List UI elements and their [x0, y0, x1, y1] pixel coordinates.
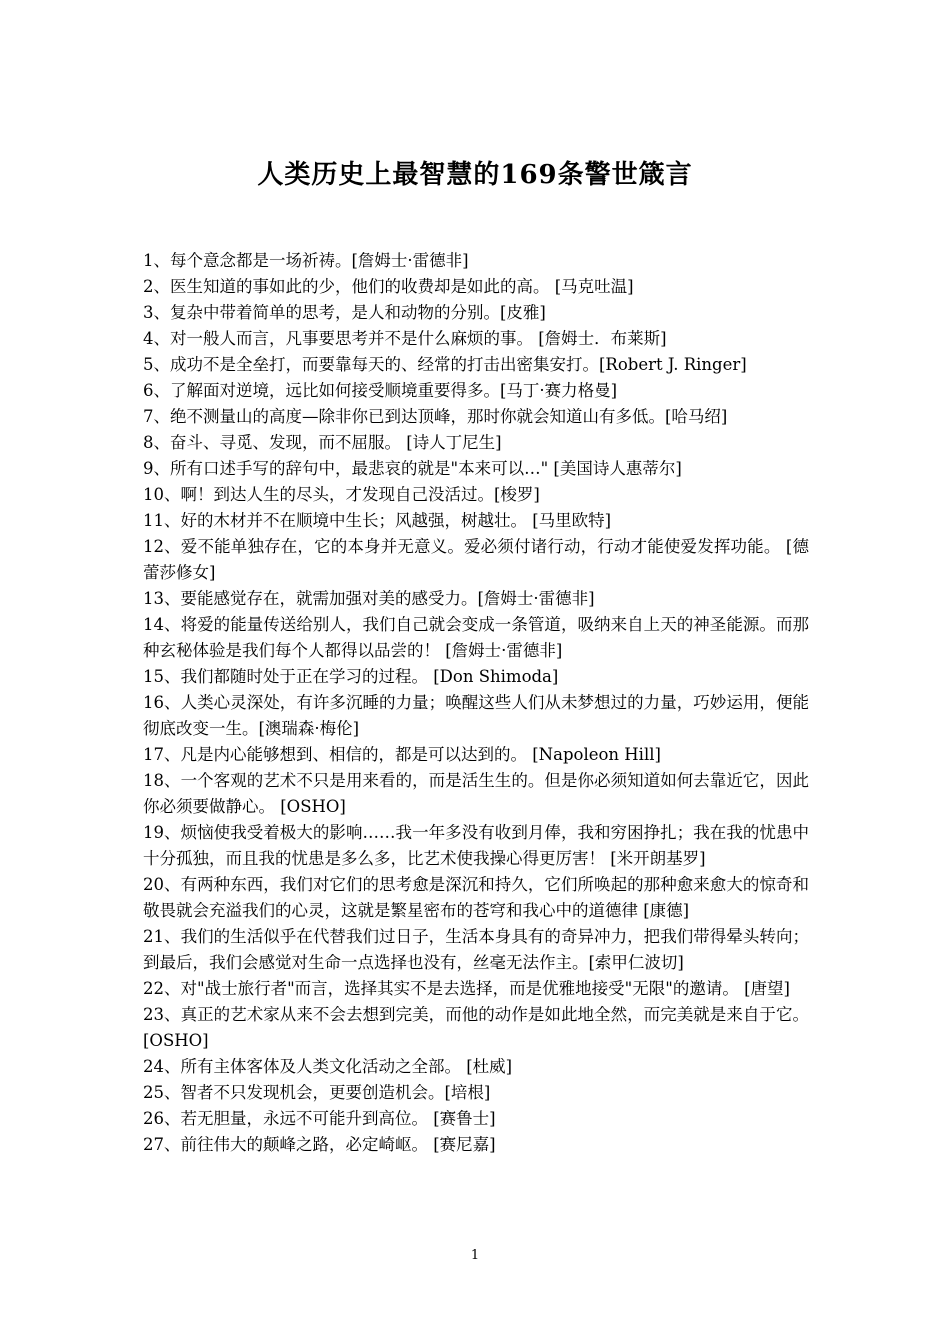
- quote-item: 18、一个客观的艺术不只是用来看的，而是活生生的。但是你必须知道如何去靠近它，因此你必须要做静心。 [OSHO]: [143, 771, 809, 816]
- quote-item: 20、有两种东西，我们对它们的思考愈是深沉和持久，它们所唤起的那种愈来愈大的惊奇和敬畏就会充溢我们的心灵，这就是繁星密布的苍穹和我心中的道德律 [康德]: [143, 875, 809, 920]
- quote-item: 1、每个意念都是一场祈祷。[詹姆士·雷德非]: [143, 251, 469, 270]
- quote-item: 27、前往伟大的颠峰之路，必定崎岖。 [赛尼嘉]: [143, 1135, 496, 1154]
- quote-item: 15、我们都随时处于正在学习的过程。 [Don Shimoda]: [143, 667, 559, 686]
- quote-item: 17、凡是内心能够想到、相信的，都是可以达到的。 [Napoleon Hill]: [143, 745, 661, 764]
- quote-list: [143, 248, 809, 1158]
- quote-item: 25、智者不只发现机会，更要创造机会。[培根]: [143, 1083, 491, 1102]
- quote-item: 4、对一般人而言，凡事要思考并不是什么麻烦的事。 [詹姆士．布莱斯]: [143, 329, 667, 348]
- quote-item: 7、绝不测量山的高度—除非你已到达顶峰，那时你就会知道山有多低。[哈马绍]: [143, 407, 728, 426]
- quote-item: 9、所有口述手写的辞句中，最悲哀的就是"本来可以…" [美国诗人惠蒂尔]: [143, 459, 682, 478]
- quote-item: 5、成功不是全垒打，而要靠每天的、经常的打击出密集安打。[Robert J. Ringer]: [143, 355, 747, 374]
- quote-item: 8、奋斗、寻觅、发现，而不屈服。 [诗人丁尼生]: [143, 433, 502, 452]
- quote-item: 22、对"战士旅行者"而言，选择其实不是去选择，而是优雅地接受"无限"的邀请。 [唐望]: [143, 979, 790, 998]
- quote-item: 12、爱不能单独存在，它的本身并无意义。爱必须付诸行动，行动才能使爱发挥功能。 [德蕾莎修女]: [143, 537, 809, 582]
- quote-item: 10、啊！到达人生的尽头，才发现自己没活过。[梭罗]: [143, 485, 540, 504]
- page-number: 1: [470, 1248, 480, 1263]
- quote-item: 23、真正的艺术家从来不会去想到完美，而他的动作是如此地全然，而完美就是来自于它。 [OSHO]: [143, 1005, 809, 1050]
- quote-item: 24、所有主体客体及人类文化活动之全部。 [杜威]: [143, 1057, 513, 1076]
- quote-item: 11、好的木材并不在顺境中生长；风越强，树越壮。 [马里欧特]: [143, 511, 612, 530]
- quote-item: 21、我们的生活似乎在代替我们过日子，生活本身具有的奇异冲力，把我们带得晕头转向；到最后，我们会感觉对生命一点选择也没有，丝毫无法作主。[索甲仁波切]: [143, 927, 809, 972]
- quote-item: 6、了解面对逆境，远比如何接受顺境重要得多。[马丁·赛力格曼]: [143, 381, 618, 400]
- document-title: 人类历史上最智慧的169条警世箴言: [257, 160, 693, 190]
- quote-item: 2、医生知道的事如此的少，他们的收费却是如此的高。 [马克吐温]: [143, 277, 634, 296]
- quote-item: 3、复杂中带着简单的思考，是人和动物的分别。[皮雅]: [143, 303, 546, 322]
- quote-item: 14、将爱的能量传送给别人，我们自己就会变成一条管道，吸纳来自上天的神圣能源。而那种玄秘体验是我们每个人都得以品尝的！ [詹姆士·雷德非]: [143, 615, 809, 660]
- quote-item: 19、烦恼使我受着极大的影响……我一年多没有收到月俸，我和穷困挣扎；我在我的忧患中十分孤独，而且我的忧患是多么多，比艺术使我操心得更厉害！ [米开朗基罗]: [143, 823, 809, 868]
- quote-item: 13、要能感觉存在，就需加强对美的感受力。[詹姆士·雷德非]: [143, 589, 595, 608]
- quote-item: 26、若无胆量，永远不可能升到高位。 [赛鲁士]: [143, 1109, 496, 1128]
- quote-item: 16、人类心灵深处，有许多沉睡的力量；唤醒这些人们从未梦想过的力量，巧妙运用，便能彻底改变一生。[澳瑞森·梅伦]: [143, 693, 809, 738]
